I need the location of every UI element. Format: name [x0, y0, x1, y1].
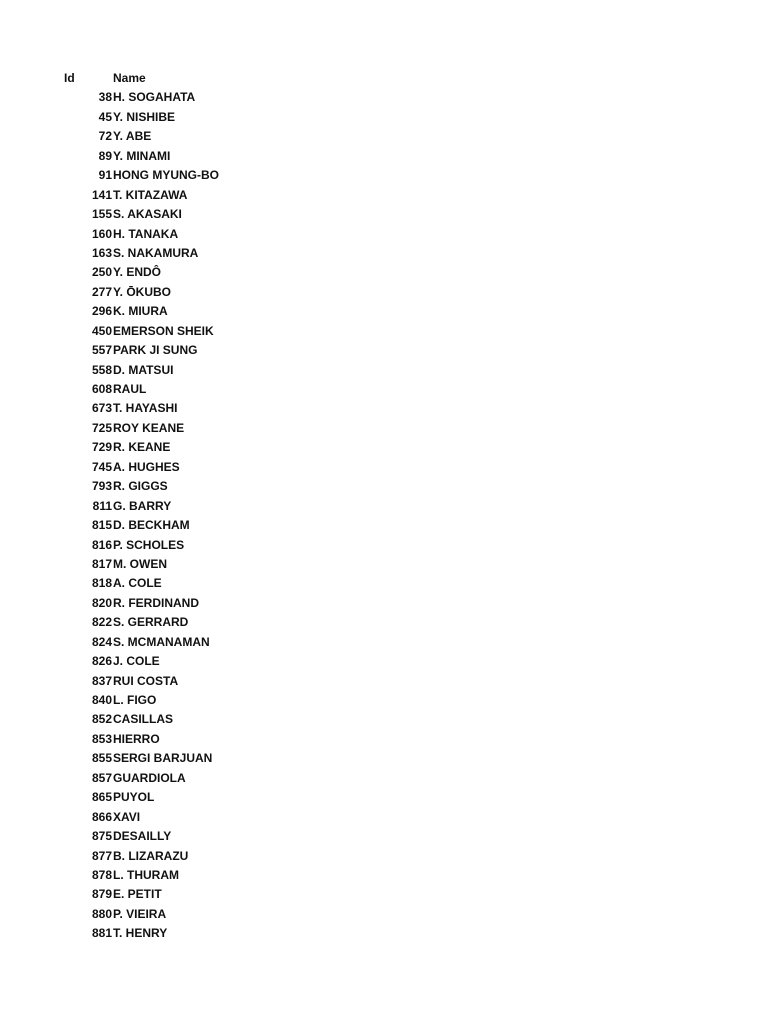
- player-id: 855: [91, 751, 112, 766]
- player-id: 818: [91, 576, 112, 591]
- player-id: 840: [91, 693, 112, 707]
- player-name: M. OWEN: [113, 556, 167, 571]
- table-row: [0, 827, 768, 846]
- player-id: 250: [91, 265, 112, 280]
- table-row: [0, 574, 768, 593]
- player-name: T. KITAZAWA: [113, 187, 188, 202]
- player-name: S. GERRARD: [113, 615, 189, 630]
- player-name: D. MATSUI: [113, 362, 174, 377]
- player-name: B. LIZARAZU: [113, 848, 189, 863]
- player-id: 793: [91, 479, 112, 494]
- player-id: 72: [98, 129, 112, 144]
- table-row: [0, 322, 768, 341]
- table-row: [0, 672, 768, 691]
- player-name: T. HENRY: [113, 926, 168, 941]
- player-id: 557: [91, 343, 112, 358]
- table-row: [0, 613, 768, 632]
- player-name: P. SCHOLES: [113, 537, 185, 552]
- player-name: GUARDIOLA: [113, 770, 186, 785]
- table-row: [0, 419, 768, 438]
- table-row: [0, 380, 768, 399]
- player-name: E. PETIT: [113, 887, 162, 902]
- table-row: [0, 847, 768, 866]
- player-name: A. HUGHES: [113, 459, 180, 474]
- player-name: P. VIEIRA: [113, 906, 167, 921]
- player-name: S. MCMANAMAN: [113, 634, 210, 649]
- table-row: [0, 924, 768, 943]
- name-column-header: Name: [113, 71, 146, 85]
- player-name: PARK JI SUNG: [113, 343, 198, 358]
- table-row: [0, 769, 768, 788]
- player-id: 824: [91, 634, 112, 649]
- player-id: 160: [91, 226, 112, 241]
- table-row: [0, 127, 768, 146]
- player-id: 875: [91, 829, 112, 844]
- table-row: [0, 147, 768, 166]
- table-row: [0, 361, 768, 380]
- table-row: [0, 555, 768, 574]
- player-name: HIERRO: [113, 731, 160, 746]
- player-id: 852: [91, 712, 112, 727]
- table-row: [0, 633, 768, 652]
- player-name: H. TANAKA: [113, 226, 179, 241]
- player-id: 866: [91, 809, 112, 824]
- player-name: D. BECKHAM: [113, 518, 190, 533]
- table-row: [0, 205, 768, 224]
- player-id: 745: [91, 459, 112, 474]
- player-id: 822: [91, 615, 112, 630]
- player-id: 853: [91, 731, 112, 746]
- player-name: PUYOL: [113, 790, 155, 805]
- table-row: [0, 885, 768, 904]
- player-name: Y. ŌKUBO: [113, 284, 172, 299]
- player-id: 608: [91, 382, 112, 396]
- table-row: [0, 905, 768, 924]
- table-row: [0, 710, 768, 729]
- table-row: [0, 263, 768, 282]
- table-row: [0, 438, 768, 457]
- player-name: RAUL: [113, 382, 147, 396]
- player-id: 880: [91, 906, 112, 921]
- player-name: SERGI BARJUAN: [113, 751, 213, 766]
- table-row: [0, 516, 768, 535]
- player-name: DESAILLY: [113, 829, 172, 844]
- player-name: CASILLAS: [113, 712, 173, 727]
- player-name: R. KEANE: [113, 440, 171, 455]
- table-row: [0, 808, 768, 827]
- player-name: Y. ABE: [113, 129, 152, 144]
- player-id: 816: [91, 537, 112, 552]
- player-name: ROY KEANE: [113, 420, 185, 435]
- player-id: 837: [91, 673, 112, 688]
- player-id: 879: [91, 887, 112, 902]
- player-id: 91: [98, 168, 112, 183]
- table-row: [0, 225, 768, 244]
- table-row: [0, 283, 768, 302]
- player-name: R. GIGGS: [113, 479, 168, 494]
- player-id: 38: [98, 90, 112, 105]
- player-name: S. AKASAKI: [113, 207, 182, 222]
- player-id: 857: [91, 770, 112, 785]
- player-id: 878: [91, 867, 112, 882]
- table-row: [0, 341, 768, 360]
- player-id: 877: [91, 848, 112, 863]
- table-row: [0, 244, 768, 263]
- player-name: L. FIGO: [113, 693, 157, 707]
- table-header-row: [0, 69, 768, 88]
- table-row: [0, 691, 768, 710]
- player-id: 817: [91, 556, 112, 571]
- player-name: EMERSON SHEIK: [113, 323, 214, 338]
- player-name: G. BARRY: [113, 498, 172, 513]
- table-row: [0, 458, 768, 477]
- player-id: 89: [98, 148, 112, 163]
- player-name: K. MIURA: [113, 304, 168, 319]
- player-name: Y. MINAMI: [113, 148, 171, 163]
- id-column-header: Id: [64, 71, 75, 85]
- player-name: S. NAKAMURA: [113, 245, 199, 260]
- player-name: L. THURAM: [113, 867, 179, 882]
- player-name: Y. NISHIBE: [113, 109, 176, 124]
- table-row: [0, 652, 768, 671]
- player-id: 725: [91, 420, 112, 435]
- table-row: [0, 594, 768, 613]
- player-name: HONG MYUNG-BO: [113, 168, 219, 183]
- table-row: [0, 497, 768, 516]
- table-row: [0, 108, 768, 127]
- table-row: [0, 477, 768, 496]
- players-table: [0, 69, 768, 944]
- table-body: [0, 88, 768, 943]
- player-name: J. COLE: [113, 654, 160, 669]
- player-name: T. HAYASHI: [113, 401, 178, 416]
- player-id: 141: [91, 187, 112, 202]
- player-id: 881: [91, 926, 112, 941]
- table-row: [0, 302, 768, 321]
- table-row: [0, 399, 768, 418]
- player-name: XAVI: [113, 809, 141, 824]
- table-row: [0, 88, 768, 107]
- player-name: H. SOGAHATA: [113, 90, 196, 105]
- player-id: 296: [91, 304, 112, 319]
- table-row: [0, 536, 768, 555]
- player-name: Y. ENDÔ: [113, 265, 162, 280]
- player-id: 155: [91, 207, 112, 222]
- table-row: [0, 788, 768, 807]
- player-id: 820: [91, 595, 112, 610]
- player-id: 811: [92, 498, 112, 513]
- player-id: 729: [91, 440, 112, 455]
- table-row: [0, 186, 768, 205]
- player-id: 450: [91, 323, 112, 338]
- player-name: RUI COSTA: [113, 673, 179, 688]
- player-id: 45: [98, 109, 112, 124]
- player-id: 826: [91, 654, 112, 669]
- player-id: 558: [91, 362, 112, 377]
- table-row: [0, 866, 768, 885]
- table-row: [0, 749, 768, 768]
- player-id: 815: [91, 518, 112, 533]
- player-id: 673: [91, 401, 112, 416]
- table-row: [0, 730, 768, 749]
- table-row: [0, 166, 768, 185]
- player-id: 277: [91, 284, 112, 299]
- player-name: A. COLE: [113, 576, 162, 591]
- player-name: R. FERDINAND: [113, 595, 199, 610]
- player-id: 163: [91, 245, 112, 260]
- player-id: 865: [91, 790, 112, 805]
